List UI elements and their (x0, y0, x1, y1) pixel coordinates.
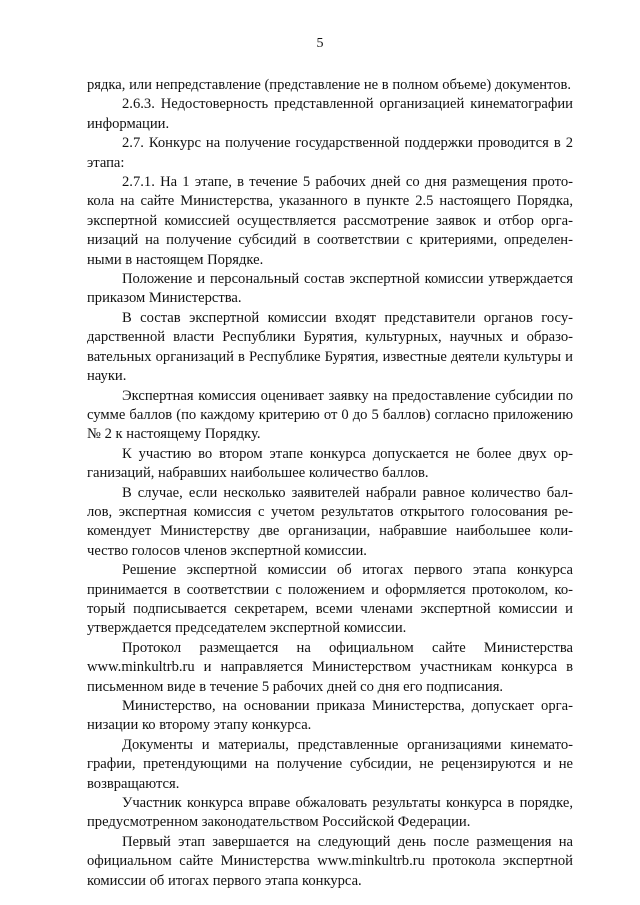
paragraph-first-stage-end: Первый этап завершается на следующий день после размещения на официальном сайте Министерства www.minkultrb.ru протокола экспертной комиссии об итогах первого этапа конкурса. (87, 833, 573, 889)
paragraph-appeal: Участник конкурса вправе обжаловать результаты конкурса в порядке, предусмотренном законодательством Российской Федерации. (87, 795, 573, 831)
paragraph-ministry-admission: Министерство, на основании приказа Министерства, допускает организации ко второму этапу конкурса. (87, 698, 573, 734)
paragraph-commission-composition: В состав экспертной комиссии входят представители органов государственной власти Республики Бурятия, культурных, научных и образовательных организаций в Республике Бурятия, известные деятели культуры и науки. (87, 309, 573, 385)
paragraph-documents-not-returned: Документы и материалы, представленные организациями кинематографии, претендующими на получение субсидии, не рецензируются и не возвращаются. (87, 736, 573, 792)
page-number: 5 (316, 36, 324, 51)
paragraph-2-6-3: 2.6.3. Недостоверность представленной организацией кинематографии информации. (87, 96, 573, 132)
paragraph-2-7: 2.7. Конкурс на получение государственной поддержки проводится в 2 этапа: (87, 135, 573, 171)
paragraph-second-stage-admission: К участию во втором этапе конкурса допускается не более двух организаций, набравших наибольшее количество баллов. (87, 445, 573, 482)
paragraph-equal-scores: В случае, если несколько заявителей набрали равное количество баллов, экспертная комиссия с учетом результатов открытого голосования рекомендует Министерству две организации, набравшие наибольшее количество голосов членов экспертной комиссии. (87, 484, 573, 559)
document-body (87, 76, 573, 891)
paragraph-commission-scoring: Экспертная комиссия оценивает заявку на предоставление субсидии по сумме баллов (по каждому критерию от 0 до 5 баллов) согласно приложению № 2 к настоящему Порядку. (87, 387, 573, 443)
paragraph-commission-decision: Решение экспертной комиссии об итогах первого этапа конкурса принимается в соответствии с положением и оформляется протоколом, который подписывается секретарем, всеми членами экспертной комиссии и утверждается председателем экспертной комиссии. (87, 562, 573, 637)
paragraph-continuation: рядка, или непредставление (представление не в полном объеме) документов. (87, 77, 572, 93)
paragraph-commission-regulation: Положение и персональный состав экспертной комиссии утверждается приказом Министерства. (87, 271, 573, 307)
paragraph-2-7-1: 2.7.1. На 1 этапе, в течение 5 рабочих дней со дня размещения протокола на сайте Министерства, указанного в пункте 2.5 настоящего Порядка, экспертной комиссией осуществляется рассмотрение заявок и отбор организаций на получение субсидий в соответствии с критериями, определенными в настоящем Порядке. (87, 174, 573, 268)
paragraph-protocol-publication: Протокол размещается на официальном сайте Министерства www.minkultrb.ru и направляется Министерством участникам конкурса в письменном виде в течение 5 рабочих дней со дня его подписания. (87, 639, 573, 695)
